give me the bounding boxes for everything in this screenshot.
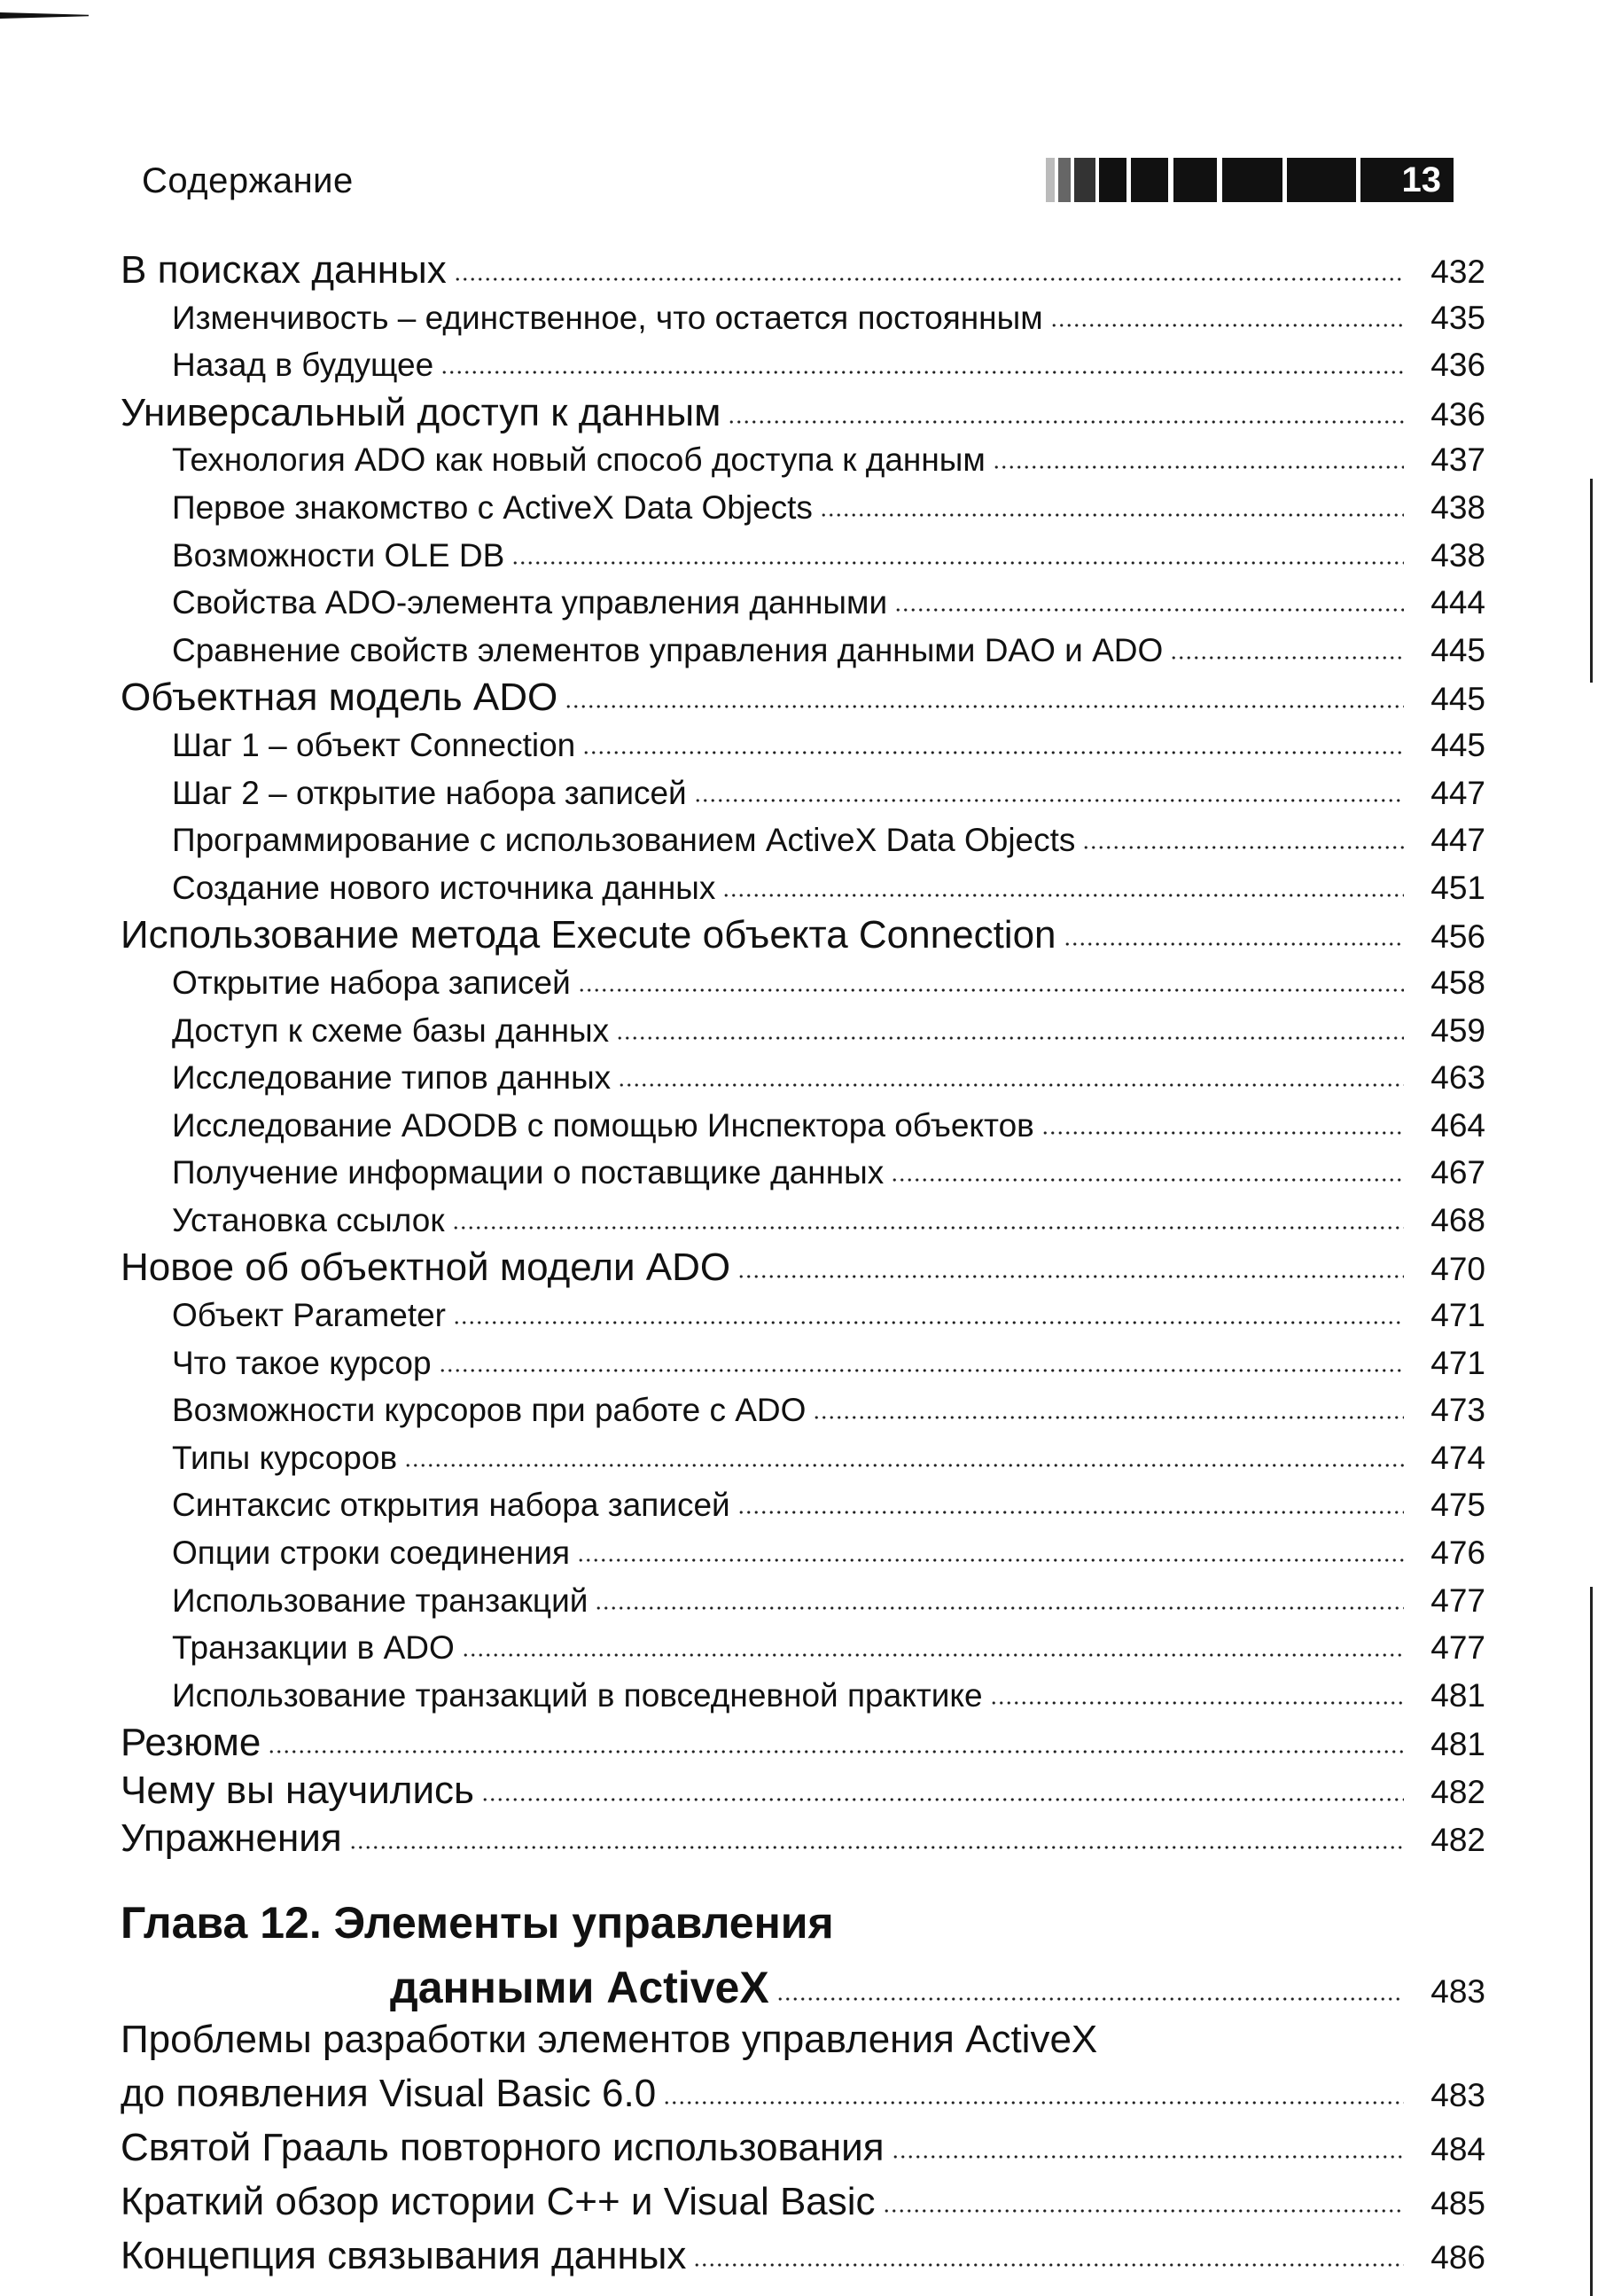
toc-entry-title: Объект Parameter — [172, 1297, 447, 1334]
toc-entry — [121, 1007, 1485, 1055]
toc-entry — [121, 911, 1485, 959]
dot-leader — [452, 1222, 1404, 1231]
toc-entry-title: Краткий обзор истории C++ и Visual Basic — [121, 2180, 876, 2223]
toc-entry-title: Назад в будущее — [172, 347, 434, 384]
toc-entry-page: 484 — [1430, 2131, 1485, 2167]
toc-entry-page: 447 — [1430, 774, 1485, 811]
table-of-contents — [121, 246, 1485, 1862]
toc-entry-page: 464 — [1430, 1106, 1485, 1144]
toc-entry — [121, 484, 1485, 532]
dot-leader — [891, 1175, 1404, 1183]
toc-entry — [121, 532, 1485, 580]
toc-entry — [121, 1339, 1485, 1387]
dot-leader — [663, 2097, 1404, 2106]
toc-entry — [121, 2066, 1485, 2120]
dot-leader — [349, 1842, 1404, 1851]
dot-leader — [892, 2152, 1404, 2160]
toc-entry — [121, 389, 1485, 437]
toc-entry-page: 432 — [1430, 254, 1485, 290]
toc-entry-title: В поисках данных — [121, 248, 447, 292]
dot-leader — [1050, 320, 1404, 329]
dot-leader — [993, 462, 1404, 471]
dot-leader — [616, 1033, 1404, 1042]
toc-entry-title: Свойства ADO-элемента управления данными — [172, 584, 888, 621]
toc-entry-title: Транзакции в ADO — [172, 1629, 455, 1667]
dot-leader — [722, 890, 1404, 899]
toc-entry-page: 436 — [1430, 347, 1485, 384]
toc-entry-page: 473 — [1430, 1392, 1485, 1429]
toc-entry — [121, 674, 1485, 722]
dot-leader — [737, 1271, 1404, 1280]
toc-entry-title: Получение информации о поставщике данных — [172, 1154, 885, 1191]
toc-entry — [121, 1197, 1485, 1245]
toc-entry-page: 458 — [1430, 964, 1485, 1001]
toc-entry-title: Проблемы разработки элементов управления ActiveX — [121, 2018, 1098, 2061]
toc-entry-title: Что такое курсор — [172, 1344, 432, 1381]
toc-entry-title: Возможности OLE DB — [172, 536, 505, 574]
scan-edge-line — [1590, 1587, 1593, 2296]
toc-entry — [121, 769, 1485, 817]
toc-entry-page: 445 — [1430, 681, 1485, 718]
toc-entry — [121, 627, 1485, 675]
toc-entry-page: 482 — [1430, 1774, 1485, 1810]
toc-entry — [121, 1719, 1485, 1767]
toc-entry-title: Установка ссылок — [172, 1201, 445, 1238]
toc-entry — [121, 1767, 1485, 1815]
dot-leader — [694, 795, 1404, 804]
toc-entry-page: 476 — [1430, 1535, 1485, 1572]
toc-entry-page: 481 — [1430, 1726, 1485, 1763]
dot-leader — [737, 1507, 1404, 1516]
toc-entry — [121, 1815, 1485, 1863]
toc-entry-title: Упражнения — [121, 1816, 342, 1860]
toc-entry-page: 451 — [1430, 869, 1485, 906]
toc-entry — [121, 341, 1485, 389]
toc-entry — [121, 1481, 1485, 1529]
toc-entry-title: Использование транзакций — [172, 1581, 589, 1619]
toc-entry-page: 470 — [1430, 1251, 1485, 1288]
toc-entry-title: Синтаксис открытия набора записей — [172, 1487, 730, 1524]
dot-leader — [268, 1746, 1404, 1755]
toc-entry-page: 435 — [1430, 299, 1485, 336]
toc-entry-page: 447 — [1430, 822, 1485, 859]
toc-entry-page: 477 — [1430, 1629, 1485, 1667]
toc-entry-title: Использование транзакций в повседневной практике — [172, 1676, 983, 1714]
dot-leader — [595, 1603, 1404, 1612]
toc-entry-page: 485 — [1430, 2185, 1485, 2222]
toc-entry-title: Типы курсоров — [172, 1439, 398, 1476]
toc-entry-page: 483 — [1430, 2077, 1485, 2113]
toc-entry-title: Использование метода Execute объекта Connection — [121, 913, 1056, 957]
dot-leader — [439, 1365, 1404, 1374]
toc-entry-title: Возможности курсоров при работе с ADO — [172, 1392, 807, 1429]
toc-entry-page: 456 — [1430, 918, 1485, 956]
toc-entry — [121, 959, 1485, 1007]
toc-entry-page: 477 — [1430, 1581, 1485, 1619]
dot-leader — [481, 1794, 1404, 1803]
toc-entry-line1 — [121, 2012, 1485, 2066]
toc-entry-page: 486 — [1430, 2239, 1485, 2276]
toc-entry-page: 474 — [1430, 1439, 1485, 1476]
dot-leader — [453, 1317, 1404, 1326]
toc-entry — [121, 1102, 1485, 1150]
dot-leader — [894, 605, 1404, 613]
toc-entry-title: Чему вы научились — [121, 1769, 474, 1812]
dot-leader — [511, 558, 1404, 566]
page-number: 13 — [1360, 158, 1454, 202]
dot-leader — [1082, 842, 1404, 851]
chapter-title-line1: Глава 12. Элементы управления — [121, 1898, 834, 1948]
dot-leader — [728, 417, 1404, 426]
toc-entry-page: 482 — [1430, 1821, 1485, 1858]
dot-leader — [1041, 1128, 1404, 1136]
toc-entry — [121, 1434, 1485, 1482]
toc-entry-title: Шаг 2 – открытие набора записей — [172, 774, 687, 811]
dot-leader — [1064, 939, 1404, 948]
toc-entry — [121, 1386, 1485, 1434]
dot-leader — [693, 2260, 1404, 2269]
dot-leader — [440, 367, 1404, 376]
dot-leader — [462, 1650, 1404, 1659]
toc-entry-page: 438 — [1430, 488, 1485, 526]
toc-entry-title: Резюме — [121, 1721, 261, 1765]
toc-entry-title: Шаг 1 – объект Connection — [172, 726, 576, 763]
toc-entry-title: Первое знакомство с ActiveX Data Objects — [172, 488, 813, 526]
dot-leader — [404, 1460, 1404, 1469]
chapter-contents — [121, 2012, 1485, 2283]
toc-entry — [121, 816, 1485, 864]
toc-entry-title: Святой Грааль повторного использования — [121, 2126, 885, 2169]
toc-entry — [121, 1054, 1485, 1102]
toc-entry — [121, 1292, 1485, 1339]
toc-entry-page: 463 — [1430, 1059, 1485, 1097]
toc-entry-title: Новое об объектной модели ADO — [121, 1246, 731, 1290]
dot-leader — [618, 1080, 1404, 1089]
toc-entry — [121, 1577, 1485, 1625]
toc-entry-title: Концепция связывания данных — [121, 2234, 687, 2277]
toc-entry-page: 437 — [1430, 441, 1485, 479]
toc-entry — [121, 2229, 1485, 2283]
dot-leader — [582, 747, 1404, 756]
toc-entry-title: Открытие набора записей — [172, 964, 571, 1001]
toc-entry — [121, 864, 1485, 912]
toc-entry-page: 471 — [1430, 1344, 1485, 1381]
toc-entry-title: Опции строки соединения — [172, 1535, 571, 1572]
chapter-title-line2: данными ActiveX — [390, 1963, 769, 2012]
toc-entry — [121, 246, 1485, 294]
dot-leader — [578, 985, 1404, 994]
toc-entry-title: Технология ADO как новый способ доступа к данным — [172, 441, 986, 479]
toc-entry — [121, 2175, 1485, 2229]
toc-entry-title: Исследование типов данных — [172, 1059, 612, 1097]
toc-entry-title: Создание нового источника данных — [172, 869, 716, 906]
toc-entry — [121, 1624, 1485, 1672]
dot-leader — [813, 1412, 1404, 1421]
toc-entry-title: Объектная модель ADO — [121, 676, 558, 720]
toc-entry-page: 459 — [1430, 1011, 1485, 1049]
toc-entry-page: 445 — [1430, 726, 1485, 763]
scan-edge-line — [1590, 479, 1593, 683]
dot-leader — [577, 1555, 1404, 1564]
toc-entry — [121, 722, 1485, 769]
dot-leader — [820, 510, 1404, 519]
chapter-title-entry — [390, 1961, 1485, 2014]
dot-leader — [454, 274, 1404, 283]
toc-entry-title: Изменчивость – единственное, что остается постоянным — [172, 299, 1043, 336]
toc-entry — [121, 1529, 1485, 1577]
toc-entry-page: 467 — [1430, 1154, 1485, 1191]
toc-entry-title: Программирование с использованием ActiveX Data Objects — [172, 822, 1076, 859]
dot-leader — [565, 701, 1404, 710]
scan-mark — [0, 12, 89, 19]
running-title: Содержание — [142, 161, 354, 200]
toc-entry — [121, 2120, 1485, 2175]
toc-entry-page: 475 — [1430, 1487, 1485, 1524]
toc-entry-title: до появления Visual Basic 6.0 — [121, 2072, 657, 2115]
toc-entry — [121, 1244, 1485, 1292]
dot-leader — [1170, 652, 1404, 661]
chapter-page: 483 — [1430, 1973, 1485, 2010]
dot-leader — [883, 2206, 1404, 2214]
toc-entry-title: Доступ к схеме базы данных — [172, 1011, 610, 1049]
dot-leader — [776, 1994, 1404, 2003]
toc-entry-page: 481 — [1430, 1676, 1485, 1714]
dot-leader — [990, 1698, 1404, 1706]
toc-entry — [121, 1149, 1485, 1197]
toc-entry-page: 445 — [1430, 631, 1485, 668]
toc-entry-title: Сравнение свойств элементов управления данными DAO и ADO — [172, 631, 1164, 668]
toc-entry-page: 438 — [1430, 536, 1485, 574]
toc-entry — [121, 1672, 1485, 1720]
toc-entry — [121, 436, 1485, 484]
toc-entry-page: 444 — [1430, 584, 1485, 621]
toc-entry-title: Исследование ADODB с помощью Инспектора объектов — [172, 1106, 1034, 1144]
toc-entry-title: Универсальный доступ к данным — [121, 390, 721, 434]
toc-entry — [121, 294, 1485, 342]
toc-entry-page: 471 — [1430, 1297, 1485, 1334]
toc-entry-page: 468 — [1430, 1201, 1485, 1238]
toc-entry — [121, 579, 1485, 627]
toc-entry-page: 436 — [1430, 395, 1485, 433]
